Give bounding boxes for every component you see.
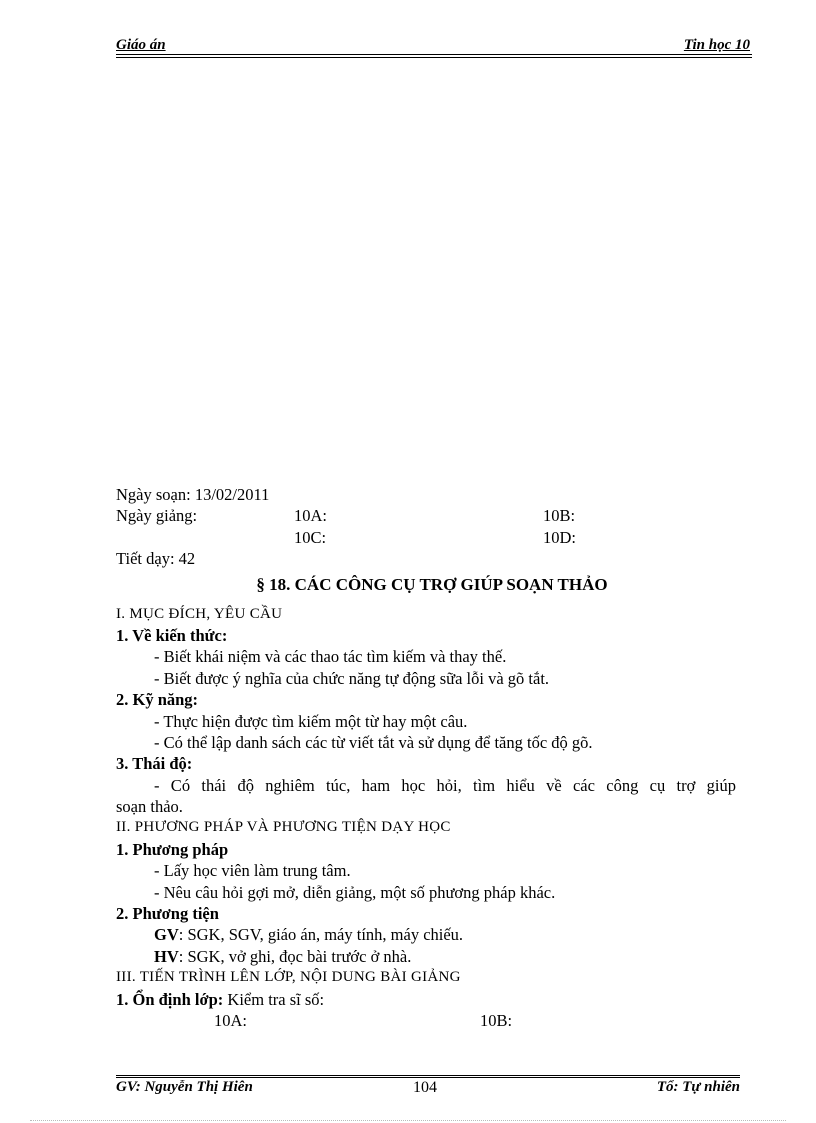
section-3-heading: III. TIẾN TRÌNH LÊN LỚP, NỘI DUNG BÀI GIẢNG: [116, 969, 461, 986]
footer-teacher: GV: Nguyễn Thị Hiên: [116, 1079, 253, 1095]
attendance-row: [116, 1010, 736, 1031]
hv-label: HV: [154, 946, 179, 966]
gv-text: : SGK, SGV, giáo án, máy tính, máy chiếu.: [178, 925, 464, 945]
hv-text: : SGK, vở ghi, đọc bài trước ở nhà.: [178, 946, 412, 966]
hv-line: [116, 946, 736, 967]
ngay-giang-label: Ngày giảng:: [116, 506, 198, 526]
tiet-day: Tiết dạy: 42: [116, 549, 196, 569]
ngay-giang-row: [116, 505, 736, 526]
phuong-phap-label: 1. Phương pháp: [116, 839, 229, 859]
thai-do-label: 3. Thái độ:: [116, 754, 193, 774]
phuong-phap-item: - Nêu câu hỏi gợi mở, diễn giảng, một số phương pháp khác.: [154, 882, 556, 902]
header-rule-double: [116, 57, 752, 58]
ky-nang-item: - Thực hiện được tìm kiếm một từ hay một câu.: [154, 711, 468, 731]
kien-thuc-item: - Biết được ý nghĩa của chức năng tự động sữa lỗi và gõ tắt.: [154, 668, 550, 688]
attendance-10b: 10B:: [480, 1010, 513, 1030]
section-2-heading: II. PHƯƠNG PHÁP VÀ PHƯƠNG TIỆN DẠY HỌC: [116, 819, 451, 836]
thai-do-line2: soạn thảo.: [116, 797, 183, 817]
phuong-tien-label: 2. Phương tiện: [116, 904, 219, 924]
kien-thuc-item: - Biết khái niệm và các thao tác tìm kiếm và thay thế.: [154, 647, 507, 667]
on-dinh-text: Kiểm tra sĩ số:: [223, 989, 325, 1009]
lesson-title: § 18. CÁC CÔNG CỤ TRỢ GIÚP SOẠN THẢO: [256, 574, 608, 594]
header-subject: Giáo án: [116, 37, 166, 53]
kien-thuc-label: 1. Về kiến thức:: [116, 625, 228, 645]
gv-label: GV: [154, 925, 179, 945]
ngay-soan: Ngày soạn: 13/02/2011: [116, 485, 270, 504]
thai-do-line1: - Có thái độ nghiêm túc, ham học hỏi, tìm hiểu về các công cụ trợ giúp: [154, 775, 736, 795]
phuong-phap-item: - Lấy học viên làm trung tâm.: [154, 861, 351, 881]
page-number: 104: [413, 1079, 437, 1096]
footer-rule: [116, 1075, 740, 1076]
attendance-10a: 10A:: [214, 1010, 247, 1030]
gv-line: [116, 924, 736, 945]
on-dinh-label: 1. Ổn định lớp:: [116, 989, 224, 1009]
header-course: Tin học 10: [683, 37, 750, 53]
header-rule: [116, 54, 752, 55]
footer-rule-double: [116, 1077, 740, 1078]
page-edge-divider: [30, 1120, 786, 1121]
class-10b: 10B:: [543, 506, 576, 526]
ky-nang-label: 2. Kỹ năng:: [116, 690, 199, 710]
footer-department: Tổ: Tự nhiên: [656, 1079, 740, 1095]
lesson-content: [116, 484, 736, 1031]
section-1-heading: I. MỤC ĐÍCH, YÊU CẦU: [116, 605, 283, 622]
ky-nang-item: - Có thể lập danh sách các từ viết tắt và sử dụng để tăng tốc độ gõ.: [154, 732, 593, 752]
class-10c: 10C:: [294, 527, 327, 547]
class-row-2: [116, 527, 736, 548]
on-dinh-line: [116, 989, 736, 1010]
class-10a: 10A:: [294, 506, 327, 526]
class-10d: 10D:: [543, 527, 576, 547]
